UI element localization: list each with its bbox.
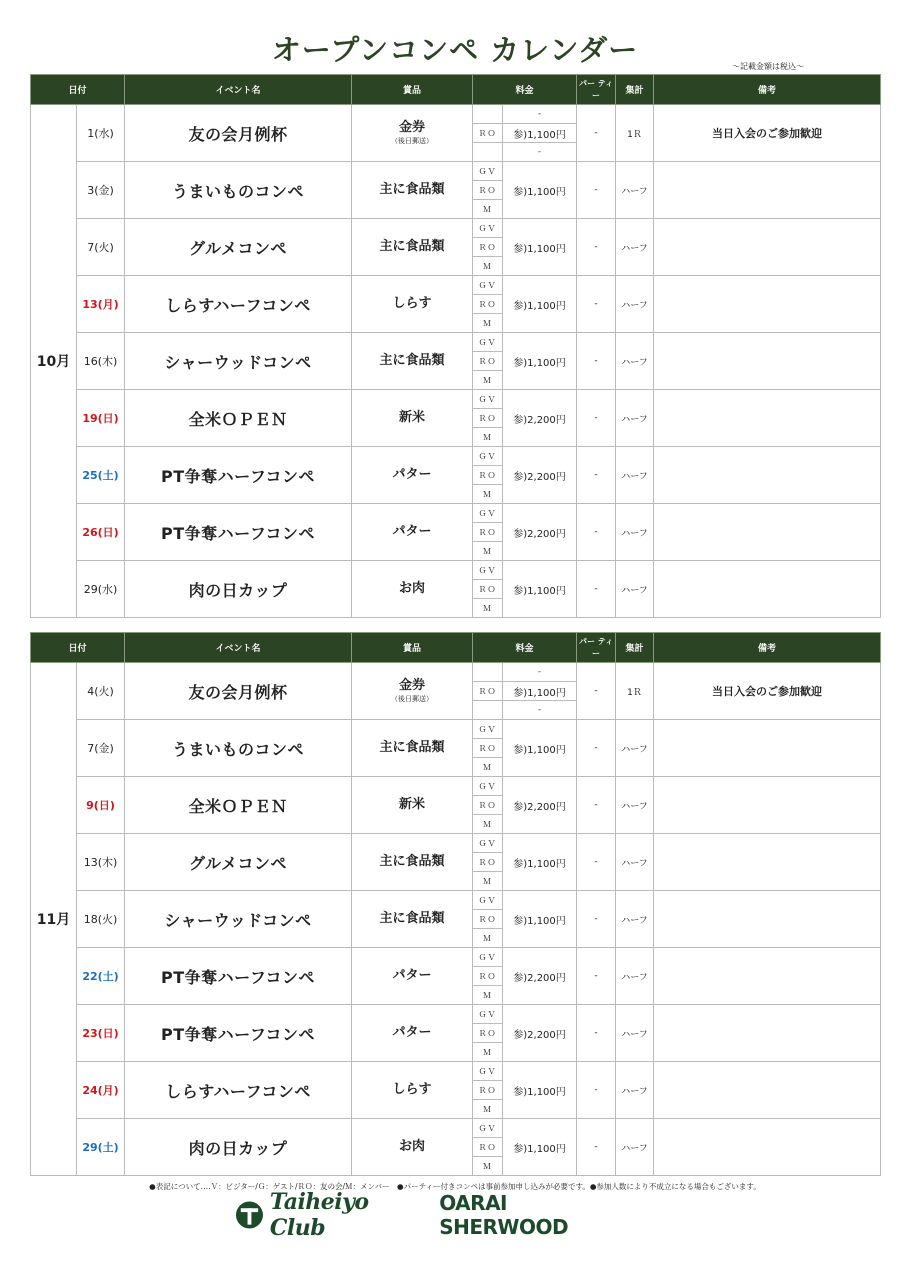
remarks-header: 備考 xyxy=(654,633,881,663)
month-label: 11月 xyxy=(31,663,77,1176)
participant-code: ＲＯ xyxy=(473,124,503,143)
event-fee: 参)1,100円 xyxy=(503,219,577,276)
event-row xyxy=(31,720,881,739)
event-prize xyxy=(352,219,473,276)
event-row xyxy=(31,276,881,295)
event-date: 24(月) xyxy=(77,1062,125,1119)
prize-label: お肉 xyxy=(399,1139,426,1154)
participant-code: ＲＯ xyxy=(473,910,503,929)
prize-note: （後日郵送） xyxy=(391,695,434,703)
participant-code: Ｍ xyxy=(473,542,503,561)
event-date: 7(金) xyxy=(77,720,125,777)
event-name: シャーウッドコンペ xyxy=(125,333,352,390)
event-fee: 参)1,100円 xyxy=(503,682,577,701)
event-date: 13(木) xyxy=(77,834,125,891)
prize-label: 主に食品類 xyxy=(379,911,445,926)
event-name: PT争奪ハーフコンペ xyxy=(125,504,352,561)
prize-label: お肉 xyxy=(399,581,426,596)
event-date: 1(水) xyxy=(77,105,125,162)
event-remarks: 当日入会のご参加歓迎 xyxy=(654,663,881,720)
prize-label: 金券 xyxy=(399,120,426,135)
event-count: ハーフ xyxy=(616,891,654,948)
prize-label: 新米 xyxy=(399,797,426,812)
party-header: パー ティー xyxy=(577,75,616,105)
event-name: うまいものコンペ xyxy=(125,162,352,219)
event-fee: - xyxy=(503,663,577,682)
event-fee: - xyxy=(503,143,577,162)
event-fee: 参)1,100円 xyxy=(503,276,577,333)
prize-label: 金券 xyxy=(399,678,426,693)
event-party: - xyxy=(577,333,616,390)
fee-header: 料金 xyxy=(473,633,577,663)
prize-header: 賞品 xyxy=(352,75,473,105)
participant-code: ＲＯ xyxy=(473,523,503,542)
participant-code: ＲＯ xyxy=(473,580,503,599)
logo-course-name: OARAI SHERWOOD xyxy=(439,1191,569,1239)
event-fee: 参)1,100円 xyxy=(503,561,577,618)
event-count: ハーフ xyxy=(616,333,654,390)
event-row xyxy=(31,333,881,352)
event-name: グルメコンペ xyxy=(125,219,352,276)
event-name: 肉の日カップ xyxy=(125,561,352,618)
page-title: オープンコンペ カレンダー xyxy=(271,33,639,67)
event-party: - xyxy=(577,162,616,219)
event-party: - xyxy=(577,447,616,504)
event-prize xyxy=(352,561,473,618)
prize-header: 賞品 xyxy=(352,633,473,663)
participant-code: ＲＯ xyxy=(473,238,503,257)
participant-code: ＧＶ xyxy=(473,219,503,238)
participant-code: ＧＶ xyxy=(473,504,503,523)
event-remarks xyxy=(654,276,881,333)
event-fee: 参)1,100円 xyxy=(503,834,577,891)
prize-label: しらす xyxy=(392,296,432,311)
club-logo xyxy=(235,1189,635,1241)
event-party: - xyxy=(577,948,616,1005)
october-calendar-table xyxy=(30,74,881,618)
event-count: ハーフ xyxy=(616,162,654,219)
event-row xyxy=(31,390,881,409)
event-party: - xyxy=(577,219,616,276)
event-party: - xyxy=(577,834,616,891)
event-name: 友の会月例杯 xyxy=(125,663,352,720)
event-remarks xyxy=(654,561,881,618)
event-date: 19(日) xyxy=(77,390,125,447)
event-party: - xyxy=(577,561,616,618)
participant-code xyxy=(473,143,503,162)
event-remarks xyxy=(654,162,881,219)
event-remarks xyxy=(654,834,881,891)
prize-label: パター xyxy=(392,524,432,539)
event-remarks xyxy=(654,333,881,390)
event-prize xyxy=(352,720,473,777)
event-date: 13(月) xyxy=(77,276,125,333)
event-row xyxy=(31,561,881,580)
event-row xyxy=(31,219,881,238)
count-header: 集計 xyxy=(616,75,654,105)
event-row xyxy=(31,1062,881,1081)
event-date: 9(日) xyxy=(77,777,125,834)
prize-label: 新米 xyxy=(399,410,426,425)
event-name: しらすハーフコンペ xyxy=(125,276,352,333)
participant-code: ＲＯ xyxy=(473,352,503,371)
participant-code: ＧＶ xyxy=(473,1119,503,1138)
event-party: - xyxy=(577,105,616,162)
fee-header: 料金 xyxy=(473,75,577,105)
participant-code: ＧＶ xyxy=(473,891,503,910)
event-row xyxy=(31,162,881,181)
event-date: 26(日) xyxy=(77,504,125,561)
event-row xyxy=(31,834,881,853)
participant-code: ＲＯ xyxy=(473,181,503,200)
legend-notes: ●表記について‥‥Ｖ：ビジター/Ｇ：ゲスト/ＲＯ：友の会/Ｍ：メンバー ●パーティー付きコンペは事前参加申し込みが必要です。●参加人数により不成立になる場合もございます。 xyxy=(149,1182,761,1191)
participant-code: ＧＶ xyxy=(473,834,503,853)
participant-code: ＲＯ xyxy=(473,1138,503,1157)
event-remarks xyxy=(654,219,881,276)
participant-code: ＧＶ xyxy=(473,333,503,352)
logo-club-name: Taiheiyo Club xyxy=(269,1189,369,1241)
event-count: ハーフ xyxy=(616,1062,654,1119)
event-row xyxy=(31,777,881,796)
event-remarks xyxy=(654,720,881,777)
event-name: グルメコンペ xyxy=(125,834,352,891)
prize-label: しらす xyxy=(392,1082,432,1097)
event-name: PT争奪ハーフコンペ xyxy=(125,948,352,1005)
event-date: 25(土) xyxy=(77,447,125,504)
event-prize xyxy=(352,390,473,447)
event-date: 16(木) xyxy=(77,333,125,390)
event-prize xyxy=(352,504,473,561)
event-remarks xyxy=(654,777,881,834)
participant-code: ＧＶ xyxy=(473,1005,503,1024)
remarks-header: 備考 xyxy=(654,75,881,105)
event-prize xyxy=(352,447,473,504)
event-header: イベント名 xyxy=(125,633,352,663)
participant-code: Ｍ xyxy=(473,200,503,219)
event-date: 23(日) xyxy=(77,1005,125,1062)
event-count: 1Ｒ xyxy=(616,105,654,162)
event-fee: 参)1,100円 xyxy=(503,720,577,777)
event-fee: 参)2,200円 xyxy=(503,390,577,447)
event-party: - xyxy=(577,390,616,447)
event-row xyxy=(31,105,881,124)
prize-label: 主に食品類 xyxy=(379,854,445,869)
participant-code: ＧＶ xyxy=(473,390,503,409)
participant-code: Ｍ xyxy=(473,815,503,834)
event-prize xyxy=(352,105,473,162)
participant-code: Ｍ xyxy=(473,599,503,618)
participant-code: ＲＯ xyxy=(473,1081,503,1100)
participant-code: ＲＯ xyxy=(473,466,503,485)
event-name: しらすハーフコンペ xyxy=(125,1062,352,1119)
event-prize xyxy=(352,1005,473,1062)
participant-code: Ｍ xyxy=(473,929,503,948)
event-count: ハーフ xyxy=(616,720,654,777)
event-row xyxy=(31,1119,881,1138)
month-label: 10月 xyxy=(31,105,77,618)
event-prize xyxy=(352,834,473,891)
event-count: ハーフ xyxy=(616,1005,654,1062)
participant-code: ＧＶ xyxy=(473,1062,503,1081)
prize-label: 主に食品類 xyxy=(379,182,445,197)
event-date: 29(水) xyxy=(77,561,125,618)
event-prize xyxy=(352,948,473,1005)
event-name: 全米ＯＰＥＮ xyxy=(125,777,352,834)
event-row xyxy=(31,1005,881,1024)
participant-code: ＲＯ xyxy=(473,682,503,701)
event-name: うまいものコンペ xyxy=(125,720,352,777)
event-count: ハーフ xyxy=(616,504,654,561)
event-count: ハーフ xyxy=(616,219,654,276)
header-row xyxy=(31,75,881,105)
event-date: 22(土) xyxy=(77,948,125,1005)
event-prize xyxy=(352,276,473,333)
participant-code: ＲＯ xyxy=(473,409,503,428)
event-party: - xyxy=(577,777,616,834)
participant-code: ＲＯ xyxy=(473,796,503,815)
event-fee: 参)1,100円 xyxy=(503,124,577,143)
participant-code: ＧＶ xyxy=(473,948,503,967)
event-row xyxy=(31,891,881,910)
participant-code: ＧＶ xyxy=(473,720,503,739)
event-fee: 参)2,200円 xyxy=(503,447,577,504)
participant-code: ＧＶ xyxy=(473,447,503,466)
taiheiyo-club-logo-icon xyxy=(235,1200,264,1230)
event-fee: 参)2,200円 xyxy=(503,504,577,561)
event-party: - xyxy=(577,1119,616,1176)
event-remarks: 当日入会のご参加歓迎 xyxy=(654,105,881,162)
participant-code: Ｍ xyxy=(473,428,503,447)
event-prize xyxy=(352,777,473,834)
event-header: イベント名 xyxy=(125,75,352,105)
prize-label: パター xyxy=(392,1025,432,1040)
event-fee: 参)1,100円 xyxy=(503,1062,577,1119)
event-count: ハーフ xyxy=(616,1119,654,1176)
event-row xyxy=(31,948,881,967)
event-fee: 参)1,100円 xyxy=(503,333,577,390)
event-prize xyxy=(352,663,473,720)
count-header: 集計 xyxy=(616,633,654,663)
prize-label: パター xyxy=(392,467,432,482)
event-count: 1Ｒ xyxy=(616,663,654,720)
participant-code: ＧＶ xyxy=(473,162,503,181)
event-date: 7(火) xyxy=(77,219,125,276)
participant-code: ＲＯ xyxy=(473,967,503,986)
participant-code: ＲＯ xyxy=(473,1024,503,1043)
event-prize xyxy=(352,1062,473,1119)
event-remarks xyxy=(654,1119,881,1176)
participant-code: ＧＶ xyxy=(473,561,503,580)
participant-code xyxy=(473,701,503,720)
event-row xyxy=(31,504,881,523)
event-party: - xyxy=(577,720,616,777)
event-prize xyxy=(352,162,473,219)
event-party: - xyxy=(577,276,616,333)
event-date: 18(火) xyxy=(77,891,125,948)
participant-code: Ｍ xyxy=(473,485,503,504)
participant-code: Ｍ xyxy=(473,872,503,891)
event-prize xyxy=(352,891,473,948)
event-party: - xyxy=(577,1062,616,1119)
participant-code: Ｍ xyxy=(473,1157,503,1176)
event-date: 29(土) xyxy=(77,1119,125,1176)
event-name: 全米ＯＰＥＮ xyxy=(125,390,352,447)
event-count: ハーフ xyxy=(616,834,654,891)
event-party: - xyxy=(577,504,616,561)
event-party: - xyxy=(577,663,616,720)
event-count: ハーフ xyxy=(616,777,654,834)
prize-label: 主に食品類 xyxy=(379,239,445,254)
tax-note: ～記載金額は税込～ xyxy=(732,62,804,71)
participant-code xyxy=(473,105,503,124)
header-row xyxy=(31,633,881,663)
participant-code xyxy=(473,663,503,682)
event-row xyxy=(31,663,881,682)
participant-code: Ｍ xyxy=(473,1043,503,1062)
participant-code: Ｍ xyxy=(473,986,503,1005)
event-count: ハーフ xyxy=(616,948,654,1005)
event-remarks xyxy=(654,1062,881,1119)
event-remarks xyxy=(654,390,881,447)
participant-code: Ｍ xyxy=(473,314,503,333)
event-name: 友の会月例杯 xyxy=(125,105,352,162)
event-name: PT争奪ハーフコンペ xyxy=(125,447,352,504)
event-name: シャーウッドコンペ xyxy=(125,891,352,948)
event-remarks xyxy=(654,504,881,561)
event-fee: 参)2,200円 xyxy=(503,777,577,834)
participant-code: ＲＯ xyxy=(473,739,503,758)
event-count: ハーフ xyxy=(616,390,654,447)
event-fee: 参)1,100円 xyxy=(503,162,577,219)
date-header: 日付 xyxy=(31,633,125,663)
event-party: - xyxy=(577,1005,616,1062)
date-header: 日付 xyxy=(31,75,125,105)
event-date: 3(金) xyxy=(77,162,125,219)
event-count: ハーフ xyxy=(616,447,654,504)
prize-label: 主に食品類 xyxy=(379,740,445,755)
event-fee: 参)1,100円 xyxy=(503,1119,577,1176)
event-party: - xyxy=(577,891,616,948)
participant-code: ＧＶ xyxy=(473,276,503,295)
party-header: パー ティー xyxy=(577,633,616,663)
event-row xyxy=(31,447,881,466)
event-name: PT争奪ハーフコンペ xyxy=(125,1005,352,1062)
participant-code: Ｍ xyxy=(473,257,503,276)
participant-code: ＲＯ xyxy=(473,853,503,872)
event-name: 肉の日カップ xyxy=(125,1119,352,1176)
event-prize xyxy=(352,1119,473,1176)
participant-code: Ｍ xyxy=(473,758,503,777)
event-count: ハーフ xyxy=(616,561,654,618)
event-date: 4(火) xyxy=(77,663,125,720)
participant-code: Ｍ xyxy=(473,1100,503,1119)
prize-label: パター xyxy=(392,968,432,983)
november-calendar-table xyxy=(30,632,881,1176)
event-prize xyxy=(352,333,473,390)
event-fee: 参)2,200円 xyxy=(503,948,577,1005)
event-fee: 参)2,200円 xyxy=(503,1005,577,1062)
event-remarks xyxy=(654,948,881,1005)
event-fee: 参)1,100円 xyxy=(503,891,577,948)
event-fee: - xyxy=(503,701,577,720)
participant-code: Ｍ xyxy=(473,371,503,390)
event-count: ハーフ xyxy=(616,276,654,333)
participant-code: ＧＶ xyxy=(473,777,503,796)
event-fee: - xyxy=(503,105,577,124)
event-remarks xyxy=(654,1005,881,1062)
participant-code: ＲＯ xyxy=(473,295,503,314)
prize-label: 主に食品類 xyxy=(379,353,445,368)
prize-note: （後日郵送） xyxy=(391,137,434,145)
event-remarks xyxy=(654,891,881,948)
event-remarks xyxy=(654,447,881,504)
